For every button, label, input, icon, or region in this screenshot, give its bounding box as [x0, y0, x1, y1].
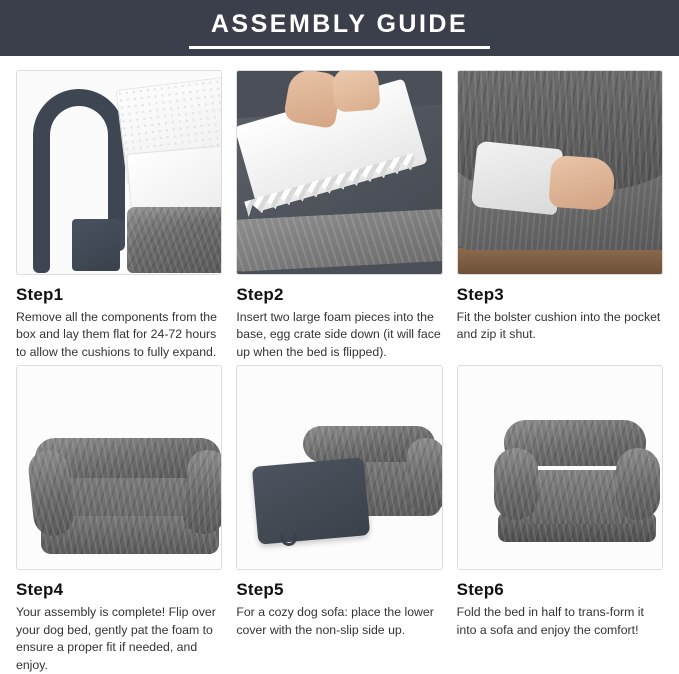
step-label-3: Step3 [456, 285, 504, 304]
page-title: ASSEMBLY GUIDE [189, 7, 490, 50]
step-cell-3 [457, 70, 663, 361]
step6-folded-sofa-photo [457, 365, 663, 570]
step-label-1: Step1 [16, 285, 64, 304]
floor-shape [458, 248, 662, 274]
step1-illustration [17, 71, 221, 274]
sleeve-shape [470, 141, 562, 216]
page-header [0, 0, 679, 56]
step6-illustration [458, 366, 662, 569]
step3-bolster-pocket-photo [457, 70, 663, 275]
step-text-3: Fit the bolster cushion into the pocket and zip it shut. [456, 310, 661, 342]
sofa-right-arm-shape [616, 448, 660, 520]
step1-components-photo [16, 70, 222, 275]
bolster-cushion-shape [33, 89, 125, 239]
plush-base-shape [127, 207, 222, 273]
step-cell-6 [457, 365, 663, 674]
step4-finished-bed-photo [16, 365, 222, 570]
plush-edge-shape [236, 208, 442, 272]
step-cell-1 [16, 70, 222, 361]
non-slip-cover-shape [252, 458, 370, 545]
sofa-left-arm-shape [494, 448, 538, 520]
step-text-4: Your assembly is complete! Flip over your dog bed, gently pat the foam to ensure a proper fit if needed, and enjoy. [16, 605, 216, 672]
step-label-5: Step5 [236, 580, 284, 600]
step-cell-4 [16, 365, 222, 674]
step3-illustration [458, 71, 662, 274]
step-label-2: Step2 [236, 285, 284, 304]
step-cell-2 [236, 70, 442, 361]
step-label-6: Step6 [456, 580, 504, 600]
step-text-5: For a cozy dog sofa: place the lower cover with the non-slip side up. [236, 605, 434, 637]
step4-illustration [17, 366, 221, 569]
step5-nonslip-cover-photo [236, 365, 442, 570]
step2-insert-foam-photo [236, 70, 442, 275]
step5-illustration [237, 366, 441, 569]
step-text-6: Fold the bed in half to trans-form it into a sofa and enjoy the comfort! [456, 605, 644, 637]
hand-icon [548, 155, 615, 211]
step-label-4: Step4 [16, 580, 64, 600]
hand-icon [332, 70, 381, 113]
step-cell-5 [236, 365, 442, 674]
cover-piece-shape [72, 219, 120, 271]
steps-grid [0, 56, 679, 674]
step-text-2: Insert two large foam pieces into the base, egg crate side down (it will face up when the bed is flipped). [236, 310, 441, 359]
step2-illustration [237, 71, 441, 274]
step-text-1: Remove all the components from the box and lay them flat for 24-72 hours to allow the cushions to fully expand. [16, 310, 217, 359]
bolster-right-shape [407, 438, 442, 514]
